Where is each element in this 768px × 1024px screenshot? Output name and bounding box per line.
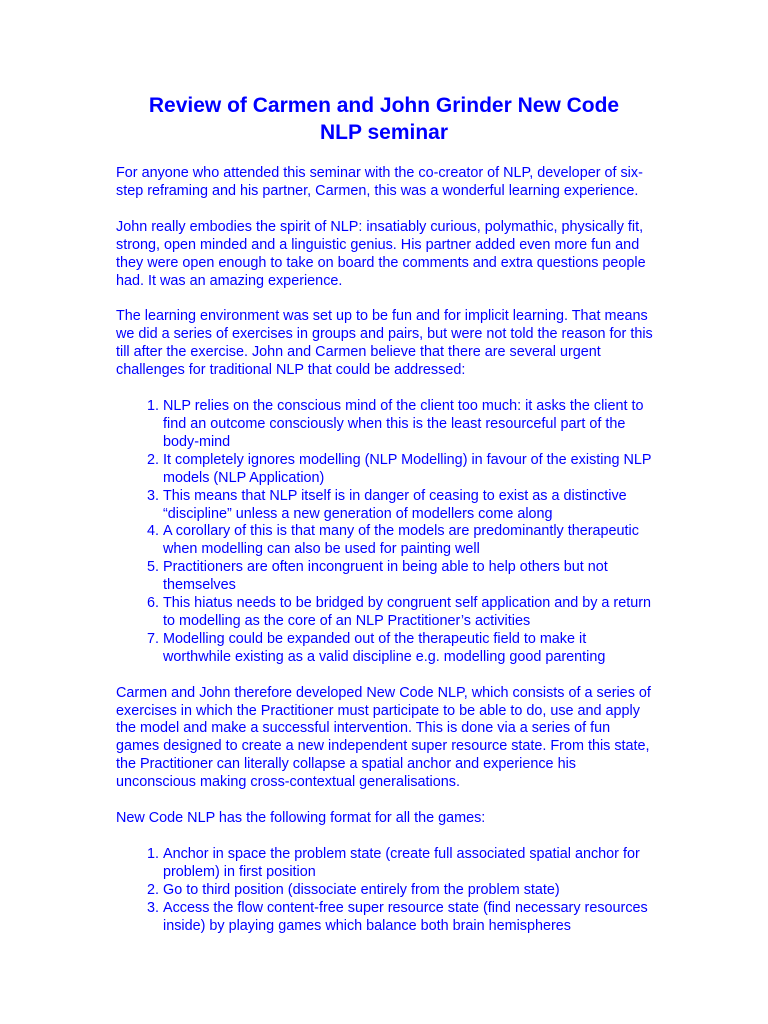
list-item: 2. Go to third position (dissociate entirely from the problem state): [163, 882, 656, 900]
new-code-paragraph: Carmen and John therefore developed New Code NLP, which consists of a series of exercises in which the Practitioner must participate to be able to do, use and apply the model and make a successful intervention. This is done via a series of fun games designed to create a new independent super resource state. From this state, the Practitioner can literally collapse a spatial anchor and experience his unconscious making cross-contextual generalisations.: [116, 684, 651, 791]
john-paragraph: John really embodies the spirit of NLP: insatiably curious, polymathic, physically fit, strong, open minded and a linguistic genius. His partner added even more fun and they were open enough to take on board the comments and extra questions people had. It was an amazing experience.: [116, 218, 646, 289]
list-item: 7. Modelling could be expanded out of the therapeutic field to make it worthwhile existing as a valid discipline e.g. modelling good parenting: [163, 631, 656, 667]
list-item: 2. It completely ignores modelling (NLP Modelling) in favour of the existing NLP models (NLP Application): [163, 452, 656, 488]
learning-environment-paragraph: The learning environment was set up to be fun and for implicit learning. That means we did a series of exercises in groups and pairs, but were not told the reason for this till after the exercise. John and Carmen believe that there are several urgent challenges for traditional NLP that could be addressed:: [116, 308, 653, 379]
title-line-1: Review of Carmen and John Grinder New Code: [148, 94, 620, 117]
document-title: [96, 92, 672, 146]
list-item: 5. Practitioners are often incongruent in being able to help others but not themselves: [163, 559, 656, 595]
list-item: 3. Access the flow content-free super resource state (find necessary resources inside) by playing games which balance both brain hemispheres: [163, 900, 656, 936]
document-body: [116, 165, 656, 954]
format-intro-paragraph: New Code NLP has the following format for all the games:: [116, 810, 486, 827]
list-item: 1. Anchor in space the problem state (create full associated spatial anchor for problem) in first position: [163, 846, 656, 882]
list-item: 1. NLP relies on the conscious mind of the client too much: it asks the client to find an outcome consciously when this is the least resourceful part of the body-mind: [163, 398, 656, 452]
title-line-2: NLP seminar: [320, 121, 448, 144]
intro-paragraph: For anyone who attended this seminar with the co-creator of NLP, developer of six-step reframing and his partner, Carmen, this was a wonderful learning experience.: [116, 165, 643, 199]
list-item: 6. This hiatus needs to be bridged by congruent self application and by a return to modelling as the core of an NLP Practitioner’s activities: [163, 595, 656, 631]
challenges-list: [116, 398, 656, 667]
list-item: 4. A corollary of this is that many of the models are predominantly therapeutic when modelling can also be used for painting well: [163, 523, 656, 559]
format-steps-list: [116, 846, 656, 936]
list-item: 3. This means that NLP itself is in danger of ceasing to exist as a distinctive “discipline” unless a new generation of modellers come along: [163, 488, 656, 524]
